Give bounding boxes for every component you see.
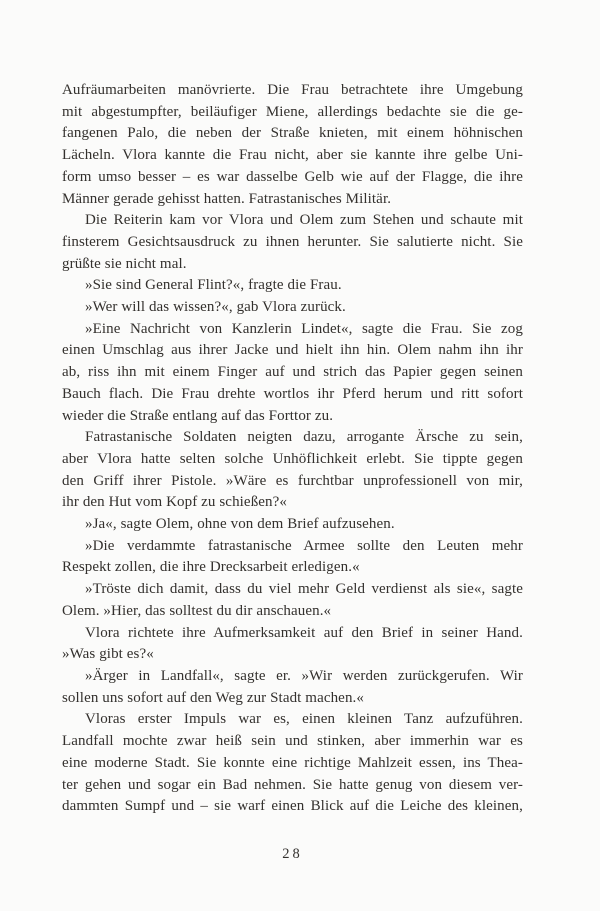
paragraph xyxy=(62,210,523,275)
text-line: Vloras erster Impuls war es, einen kleinen Tanz aufzuführen. xyxy=(85,711,523,728)
paragraph xyxy=(62,80,523,210)
text-line: mit abgestumpfter, beiläufiger Miene, allerdings bedachte sie die ge- xyxy=(62,103,523,120)
text-line: Männer gerade gehisst hatten. Fatrastanisches Militär. xyxy=(62,190,392,207)
text-line: Landfall mochte zwar heiß sein und stinken, aber immerhin war es xyxy=(62,733,523,750)
text-line: »Die verdammte fatrastanische Armee sollte den Leuten mehr xyxy=(85,537,523,554)
paragraph xyxy=(62,709,523,818)
text-line: eine moderne Stadt. Sie konnte eine richtige Mahlzeit essen, ins Thea- xyxy=(62,754,523,771)
text-line: Vlora richtete ihre Aufmerksamkeit auf den Brief in seiner Hand. xyxy=(85,624,523,641)
text-line: »Sie sind General Flint?«, fragte die Frau. xyxy=(85,277,342,294)
text-line: Die Reiterin kam vor Vlora und Olem zum Stehen und schaute mit xyxy=(85,212,523,229)
paragraph xyxy=(62,514,523,536)
text-line: »Eine Nachricht von Kanzlerin Lindet«, sagte die Frau. Sie zog xyxy=(85,320,523,337)
text-line: »Ja«, sagte Olem, ohne von dem Brief aufzusehen. xyxy=(85,516,395,533)
paragraph xyxy=(62,579,523,622)
text-line: den Griff ihrer Pistole. »Wäre es furchtbar unprofessionell von mir, xyxy=(62,472,523,489)
text-line: »Was gibt es?« xyxy=(62,646,154,663)
paragraph xyxy=(62,666,523,709)
paragraph xyxy=(62,319,523,428)
text-line: Aufräumarbeiten manövrierte. Die Frau betrachtete ihre Umgebung xyxy=(62,82,523,98)
text-line: ter gehen und sogar ein Bad nehmen. Sie hatte genug von diesem ver- xyxy=(62,776,523,793)
text-line: finsterem Gesichtsausdruck zu ihnen herunter. Sie salutierte nicht. Sie xyxy=(62,233,523,250)
text-line: grüßte sie nicht mal. xyxy=(62,255,187,272)
text-line: »Ärger in Landfall«, sagte er. »Wir werden zurückgerufen. Wir xyxy=(85,667,523,684)
text-line: wieder die Straße entlang auf das Forttor zu. xyxy=(62,407,334,424)
text-line: form umso besser – es war dasselbe Gelb wie auf der Flagge, die ihre xyxy=(62,168,523,185)
page-text-block xyxy=(62,80,523,818)
text-line: einen Umschlag aus ihrer Jacke und hielt ihn hin. Olem nahm ihn ihr xyxy=(62,342,523,359)
text-line: Lächeln. Vlora kannte die Frau nicht, aber sie kannte ihre gelbe Uni- xyxy=(62,147,523,164)
text-line: fangenen Palo, die neben der Straße knieten, mit einem höhnischen xyxy=(62,125,523,142)
text-line: »Tröste dich damit, dass du viel mehr Geld verdienst als sie«, sagte xyxy=(85,581,523,598)
paragraph xyxy=(62,297,523,319)
text-line: Bauch flach. Die Frau drehte wortlos ihr Pferd herum und ritt sofort xyxy=(62,385,523,402)
text-line: sollen uns sofort auf den Weg zur Stadt machen.« xyxy=(62,689,364,706)
paragraph xyxy=(62,275,523,297)
text-line: Olem. »Hier, das solltest du dir anschauen.« xyxy=(62,602,332,619)
text-line: Fatrastanische Soldaten neigten dazu, arrogante Ärsche zu sein, xyxy=(85,429,523,446)
text-line: dammten Sumpf und – sie warf einen Blick auf die Leiche des kleinen, xyxy=(62,798,523,815)
text-line: aber Vlora hatte selten solche Unhöflichkeit erlebt. Sie tippte gegen xyxy=(62,450,523,467)
text-line: ab, riss ihn mit einem Finger auf und strich das Papier gegen seinen xyxy=(62,364,523,381)
text-line: Respekt zollen, die ihre Drecksarbeit erledigen.« xyxy=(62,559,360,576)
paragraph xyxy=(62,536,523,579)
text-line: ihr den Hut vom Kopf zu schießen?« xyxy=(62,494,288,511)
paragraph xyxy=(62,427,523,514)
text-line: »Wer will das wissen?«, gab Vlora zurück. xyxy=(85,299,346,316)
page-number: 28 xyxy=(282,846,303,862)
paragraph xyxy=(62,623,523,666)
